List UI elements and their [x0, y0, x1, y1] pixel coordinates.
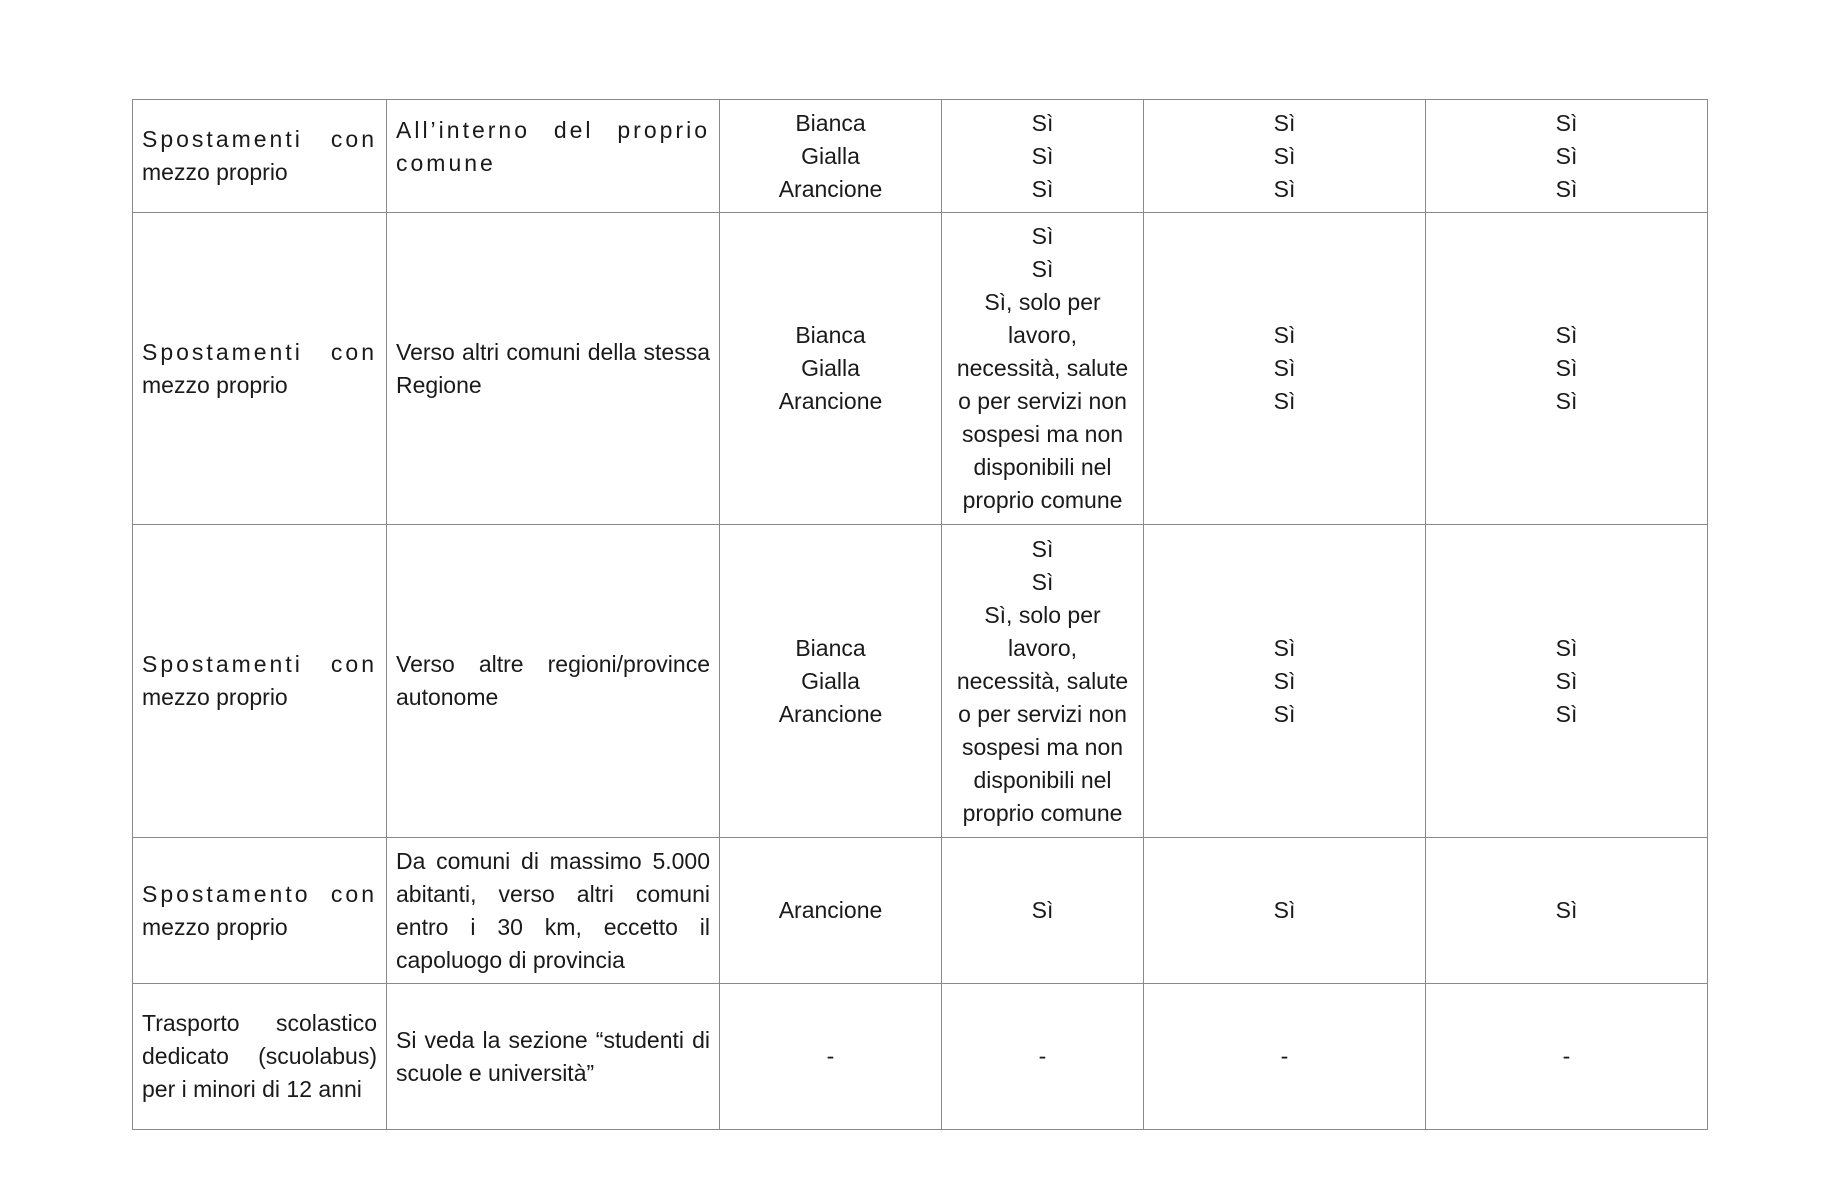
value-cell: [1144, 100, 1426, 213]
table-row: [133, 100, 1708, 213]
value-cell: [942, 525, 1144, 838]
category-text: Spostamenti con: [142, 338, 377, 365]
category-text-rest: mezzo proprio: [142, 913, 288, 940]
table-row: [133, 525, 1708, 838]
value-text: sospesi ma non: [961, 733, 1124, 760]
category-text: Spostamenti con: [142, 651, 377, 677]
scope-cell: [387, 984, 720, 1130]
value-text: lavoro,: [1007, 322, 1078, 348]
value-text: Sì: [1555, 142, 1578, 169]
value-text: disponibili nel: [973, 766, 1112, 793]
scope-cell: [387, 525, 720, 838]
scope-text: All’interno del proprio comune: [396, 117, 710, 176]
value-text: Sì: [1031, 535, 1054, 562]
category-text: Spostamento con: [142, 880, 377, 907]
category-cell: [133, 838, 387, 984]
value-text: lavoro,: [1007, 634, 1078, 661]
value-text: o per servizi non: [958, 700, 1127, 727]
value-text: Sì: [1555, 700, 1578, 727]
value-cell: [942, 213, 1144, 525]
zone-gialla: Gialla: [801, 142, 860, 169]
zone-bianca: Bianca: [795, 109, 866, 136]
value-text: Sì: [1273, 109, 1296, 136]
zone-gialla: Gialla: [801, 355, 860, 381]
category-cell: [133, 100, 387, 213]
value-cell: [942, 984, 1144, 1130]
value-text: Sì: [1555, 897, 1578, 923]
table-row: [133, 213, 1708, 525]
value-cell: [942, 100, 1144, 213]
zone-arancione: Arancione: [778, 897, 883, 923]
zone-cell: [720, 984, 942, 1130]
value-text: Sì: [1031, 142, 1054, 169]
value-text: Sì: [1273, 388, 1296, 414]
value-text: Sì: [1555, 667, 1578, 694]
value-text: proprio comune: [962, 487, 1123, 513]
value-text: Sì: [1031, 223, 1054, 249]
value-text: Sì: [1273, 355, 1296, 381]
table-row: [133, 838, 1708, 984]
scope-text: Si veda la sezione “studenti di scuole e università”: [396, 1026, 710, 1086]
value-text: Sì: [1555, 109, 1578, 136]
value-text: o per servizi non: [958, 388, 1127, 414]
dash-text: -: [1038, 1043, 1047, 1069]
scope-text: Verso altri comuni della stessa Regione: [396, 338, 710, 398]
value-cell: [1426, 213, 1708, 525]
category-cell: [133, 213, 387, 525]
scope-cell: [387, 213, 720, 525]
table-row: [133, 984, 1708, 1130]
category-text-rest: mezzo proprio: [142, 371, 288, 398]
value-text: Sì: [1273, 634, 1296, 661]
dash-text: -: [826, 1043, 835, 1069]
value-cell: [1144, 525, 1426, 838]
value-cell: [1426, 525, 1708, 838]
scope-text: Verso altre regioni/province autonome: [396, 651, 710, 710]
scope-cell: [387, 838, 720, 984]
value-text: Sì: [1555, 175, 1578, 202]
value-text: Sì: [1273, 322, 1296, 348]
value-cell: [1426, 100, 1708, 213]
value-cell: [1144, 984, 1426, 1130]
value-cell: [1144, 213, 1426, 525]
zone-bianca: Bianca: [795, 634, 866, 661]
category-text-rest: mezzo proprio: [142, 159, 288, 185]
value-text: Sì: [1031, 256, 1054, 282]
zone-cell: [720, 525, 942, 838]
value-cell: [942, 838, 1144, 984]
value-text: necessità, salute: [956, 667, 1129, 694]
value-text: proprio comune: [962, 799, 1123, 826]
value-text: Sì: [1031, 897, 1054, 923]
zone-cell: [720, 838, 942, 984]
zone-bianca: Bianca: [795, 322, 866, 348]
category-cell: [133, 525, 387, 838]
value-text: Sì: [1555, 322, 1578, 348]
value-text: Sì: [1031, 109, 1054, 136]
scope-text: Da comuni di massimo 5.000 abitanti, verso altri comuni entro i 30 km, eccetto il capoluogo di provincia: [396, 847, 710, 973]
value-text: disponibili nel: [973, 454, 1112, 480]
category-text-rest: mezzo proprio: [142, 684, 288, 710]
value-text: Sì: [1555, 388, 1578, 414]
value-text: Sì, solo per: [984, 289, 1101, 315]
value-text: necessità, salute: [956, 355, 1129, 381]
zone-arancione: Arancione: [778, 388, 883, 414]
dash-text: -: [1562, 1043, 1571, 1069]
value-text: Sì: [1031, 175, 1054, 202]
value-text: Sì: [1555, 634, 1578, 661]
zone-gialla: Gialla: [801, 667, 860, 694]
value-cell: [1426, 838, 1708, 984]
value-text: Sì: [1273, 142, 1296, 169]
value-text: Sì: [1031, 568, 1054, 595]
value-text: Sì: [1273, 667, 1296, 694]
zone-cell: [720, 100, 942, 213]
category-text: Spostamenti con: [142, 126, 377, 152]
zone-cell: [720, 213, 942, 525]
value-text: Sì: [1273, 897, 1296, 923]
category-cell: [133, 984, 387, 1130]
zone-arancione: Arancione: [778, 175, 883, 202]
value-text: Sì: [1273, 700, 1296, 727]
value-cell: [1144, 838, 1426, 984]
rules-table: [132, 99, 1708, 1130]
dash-text: -: [1280, 1043, 1289, 1069]
value-text: sospesi ma non: [961, 421, 1124, 447]
category-text: Trasporto scolastico dedicato (scuolabus) per i minori di 12 anni: [142, 1010, 377, 1102]
value-text: Sì: [1555, 355, 1578, 381]
value-text: Sì: [1273, 175, 1296, 202]
value-text: Sì, solo per: [984, 601, 1101, 628]
zone-arancione: Arancione: [778, 700, 883, 727]
scope-cell: [387, 100, 720, 213]
value-cell: [1426, 984, 1708, 1130]
